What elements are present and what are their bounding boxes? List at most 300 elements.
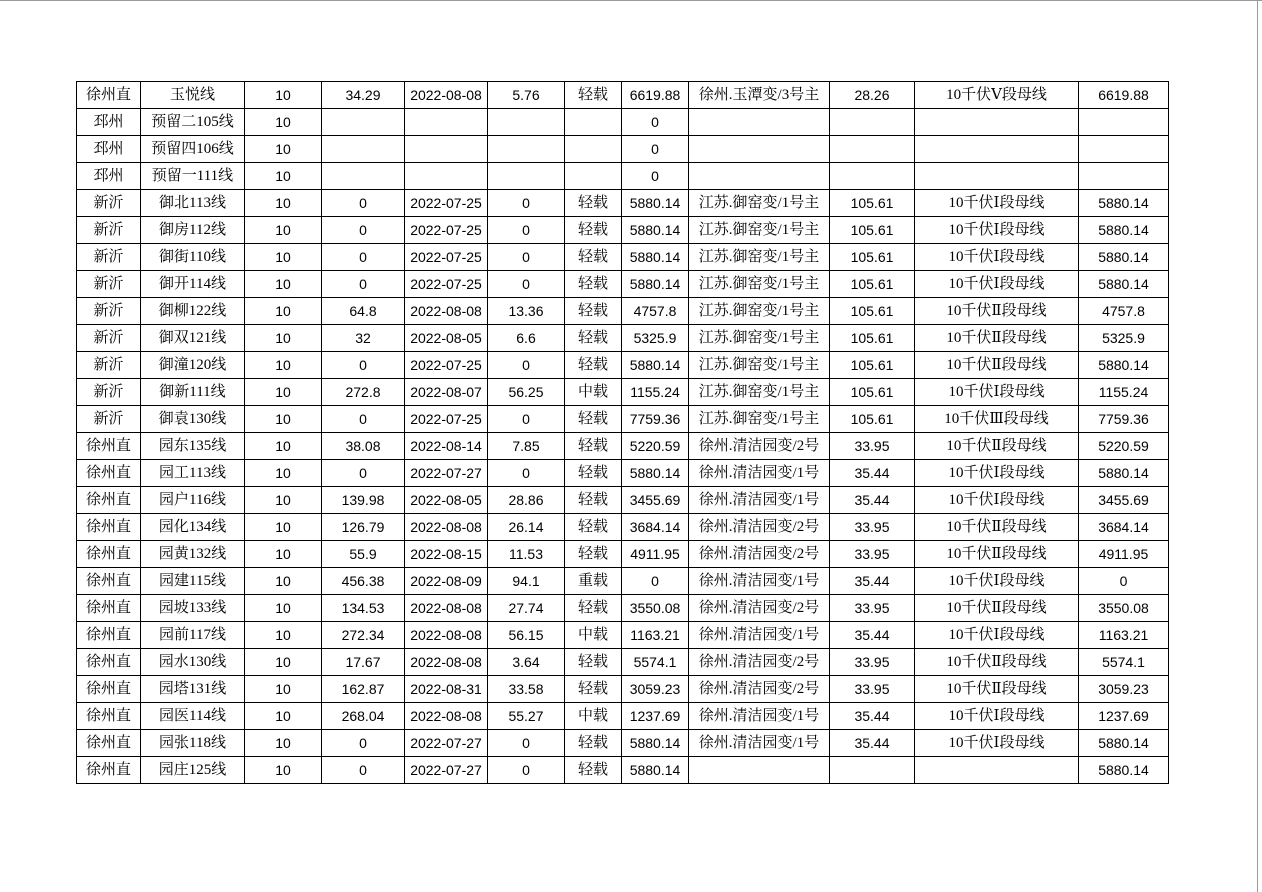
voltage-cell: 10: [245, 703, 322, 730]
available-capacity-cell: 1237.69: [622, 703, 689, 730]
date-cell: 2022-08-08: [405, 622, 488, 649]
load-rate-cell: 56.25: [488, 379, 565, 406]
voltage-cell: 10: [245, 298, 322, 325]
line-name-cell: 御新111线: [141, 379, 245, 406]
line-name-cell: 御袁130线: [141, 406, 245, 433]
busbar-cell: 10千伏Ⅰ段母线: [915, 217, 1079, 244]
table-row: [77, 244, 1169, 271]
remaining-capacity-cell: 5880.14: [1079, 190, 1169, 217]
voltage-cell: 10: [245, 109, 322, 136]
transformer-load-cell: 33.95: [830, 676, 915, 703]
current-cell: 32: [322, 325, 405, 352]
load-rate-cell: 94.1: [488, 568, 565, 595]
available-capacity-cell: 5880.14: [622, 190, 689, 217]
remaining-capacity-cell: 3684.14: [1079, 514, 1169, 541]
current-cell: 126.79: [322, 514, 405, 541]
line-name-cell: 御街110线: [141, 244, 245, 271]
date-cell: 2022-08-08: [405, 514, 488, 541]
region-cell: 徐州直: [77, 649, 141, 676]
region-cell: 徐州直: [77, 676, 141, 703]
available-capacity-cell: 5880.14: [622, 757, 689, 784]
line-name-cell: 玉悦线: [141, 82, 245, 109]
current-cell: 272.8: [322, 379, 405, 406]
load-status-cell: 轻载: [565, 244, 622, 271]
busbar-cell: 10千伏Ⅱ段母线: [915, 433, 1079, 460]
line-name-cell: 园医114线: [141, 703, 245, 730]
busbar-cell: 10千伏Ⅰ段母线: [915, 271, 1079, 298]
voltage-cell: 10: [245, 649, 322, 676]
page-border-top: [0, 0, 1262, 1]
date-cell: 2022-08-08: [405, 298, 488, 325]
busbar-cell: 10千伏Ⅰ段母线: [915, 568, 1079, 595]
load-status-cell: 轻载: [565, 325, 622, 352]
available-capacity-cell: 5880.14: [622, 730, 689, 757]
load-rate-cell: 0: [488, 217, 565, 244]
load-status-cell: 轻载: [565, 460, 622, 487]
load-status-cell: 轻载: [565, 487, 622, 514]
region-cell: 徐州直: [77, 568, 141, 595]
load-status-cell: 轻载: [565, 541, 622, 568]
date-cell: 2022-08-08: [405, 703, 488, 730]
load-rate-cell: 56.15: [488, 622, 565, 649]
date-cell: 2022-08-08: [405, 595, 488, 622]
date-cell: 2022-08-05: [405, 325, 488, 352]
transformer-load-cell: 35.44: [830, 622, 915, 649]
table-row: [77, 163, 1169, 190]
line-name-cell: 御房112线: [141, 217, 245, 244]
busbar-cell: 10千伏Ⅱ段母线: [915, 325, 1079, 352]
load-status-cell: 轻载: [565, 217, 622, 244]
load-status-cell: 轻载: [565, 730, 622, 757]
load-rate-cell: 0: [488, 190, 565, 217]
load-status-cell: 轻载: [565, 352, 622, 379]
region-cell: 新沂: [77, 217, 141, 244]
available-capacity-cell: 5880.14: [622, 460, 689, 487]
line-name-cell: 园庄125线: [141, 757, 245, 784]
substation-cell: 徐州.清洁园变/1号: [689, 460, 830, 487]
substation-cell: 江苏.御窑变/1号主: [689, 244, 830, 271]
table-row: [77, 136, 1169, 163]
current-cell: 0: [322, 190, 405, 217]
substation-cell: 徐州.清洁园变/1号: [689, 487, 830, 514]
busbar-cell: 10千伏Ⅰ段母线: [915, 379, 1079, 406]
load-rate-cell: 0: [488, 244, 565, 271]
table-row: [77, 757, 1169, 784]
load-rate-cell: 0: [488, 352, 565, 379]
region-cell: 徐州直: [77, 487, 141, 514]
date-cell: [405, 163, 488, 190]
load-status-cell: 轻载: [565, 271, 622, 298]
voltage-cell: 10: [245, 82, 322, 109]
region-cell: 徐州直: [77, 622, 141, 649]
transformer-load-cell: 105.61: [830, 271, 915, 298]
transformer-load-cell: 105.61: [830, 190, 915, 217]
load-rate-cell: 0: [488, 730, 565, 757]
available-capacity-cell: 5220.59: [622, 433, 689, 460]
voltage-cell: 10: [245, 514, 322, 541]
busbar-cell: [915, 109, 1079, 136]
remaining-capacity-cell: 1163.21: [1079, 622, 1169, 649]
transformer-load-cell: 33.95: [830, 595, 915, 622]
substation-cell: 江苏.御窑变/1号主: [689, 352, 830, 379]
busbar-cell: 10千伏Ⅲ段母线: [915, 406, 1079, 433]
available-capacity-cell: 4757.8: [622, 298, 689, 325]
date-cell: 2022-07-25: [405, 244, 488, 271]
busbar-cell: 10千伏Ⅰ段母线: [915, 460, 1079, 487]
table-row: [77, 325, 1169, 352]
busbar-cell: 10千伏Ⅱ段母线: [915, 649, 1079, 676]
table-row: [77, 82, 1169, 109]
table-row: [77, 514, 1169, 541]
load-status-cell: 轻载: [565, 298, 622, 325]
table-row: [77, 649, 1169, 676]
voltage-cell: 10: [245, 433, 322, 460]
substation-cell: 江苏.御窑变/1号主: [689, 217, 830, 244]
load-rate-cell: 26.14: [488, 514, 565, 541]
available-capacity-cell: 5325.9: [622, 325, 689, 352]
region-cell: 新沂: [77, 271, 141, 298]
substation-cell: 徐州.清洁园变/2号: [689, 676, 830, 703]
voltage-cell: 10: [245, 595, 322, 622]
current-cell: 0: [322, 757, 405, 784]
load-status-cell: 轻载: [565, 190, 622, 217]
substation-cell: 江苏.御窑变/1号主: [689, 325, 830, 352]
substation-cell: 徐州.清洁园变/2号: [689, 541, 830, 568]
current-cell: 272.34: [322, 622, 405, 649]
date-cell: 2022-08-08: [405, 82, 488, 109]
available-capacity-cell: 6619.88: [622, 82, 689, 109]
busbar-cell: 10千伏Ⅱ段母线: [915, 298, 1079, 325]
busbar-cell: 10千伏Ⅰ段母线: [915, 703, 1079, 730]
remaining-capacity-cell: 0: [1079, 568, 1169, 595]
voltage-cell: 10: [245, 487, 322, 514]
load-rate-cell: 27.74: [488, 595, 565, 622]
substation-cell: 江苏.御窑变/1号主: [689, 190, 830, 217]
remaining-capacity-cell: 5880.14: [1079, 460, 1169, 487]
table-row: [77, 622, 1169, 649]
current-cell: 17.67: [322, 649, 405, 676]
current-cell: 0: [322, 244, 405, 271]
busbar-cell: 10千伏Ⅱ段母线: [915, 514, 1079, 541]
region-cell: 新沂: [77, 190, 141, 217]
table-row: [77, 703, 1169, 730]
available-capacity-cell: 0: [622, 109, 689, 136]
current-cell: [322, 109, 405, 136]
region-cell: 新沂: [77, 379, 141, 406]
transformer-load-cell: 105.61: [830, 325, 915, 352]
busbar-cell: [915, 757, 1079, 784]
date-cell: [405, 109, 488, 136]
load-rate-cell: 33.58: [488, 676, 565, 703]
available-capacity-cell: 1155.24: [622, 379, 689, 406]
date-cell: 2022-07-25: [405, 271, 488, 298]
available-capacity-cell: 5880.14: [622, 271, 689, 298]
region-cell: 新沂: [77, 325, 141, 352]
current-cell: [322, 136, 405, 163]
load-status-cell: 轻载: [565, 82, 622, 109]
load-status-cell: 轻载: [565, 406, 622, 433]
region-cell: 邳州: [77, 136, 141, 163]
region-cell: 徐州直: [77, 82, 141, 109]
load-status-cell: 中载: [565, 703, 622, 730]
voltage-cell: 10: [245, 541, 322, 568]
substation-cell: [689, 757, 830, 784]
current-cell: [322, 163, 405, 190]
available-capacity-cell: 5880.14: [622, 244, 689, 271]
remaining-capacity-cell: 1237.69: [1079, 703, 1169, 730]
substation-cell: 徐州.清洁园变/2号: [689, 433, 830, 460]
busbar-cell: 10千伏Ⅰ段母线: [915, 730, 1079, 757]
available-capacity-cell: 5880.14: [622, 217, 689, 244]
remaining-capacity-cell: 5880.14: [1079, 271, 1169, 298]
line-name-cell: 御双121线: [141, 325, 245, 352]
load-status-cell: [565, 109, 622, 136]
line-name-cell: 御潼120线: [141, 352, 245, 379]
busbar-cell: 10千伏Ⅰ段母线: [915, 622, 1079, 649]
transformer-load-cell: 35.44: [830, 487, 915, 514]
substation-cell: 徐州.清洁园变/1号: [689, 568, 830, 595]
table-row: [77, 271, 1169, 298]
available-capacity-cell: 3684.14: [622, 514, 689, 541]
voltage-cell: 10: [245, 757, 322, 784]
load-rate-cell: 11.53: [488, 541, 565, 568]
line-name-cell: 御北113线: [141, 190, 245, 217]
line-name-cell: 园塔131线: [141, 676, 245, 703]
load-status-cell: 重载: [565, 568, 622, 595]
transformer-load-cell: 105.61: [830, 298, 915, 325]
voltage-cell: 10: [245, 217, 322, 244]
current-cell: 139.98: [322, 487, 405, 514]
substation-cell: 江苏.御窑变/1号主: [689, 379, 830, 406]
table-row: [77, 676, 1169, 703]
transformer-load-cell: 105.61: [830, 244, 915, 271]
available-capacity-cell: 5574.1: [622, 649, 689, 676]
table-row: [77, 406, 1169, 433]
load-status-cell: 中载: [565, 622, 622, 649]
line-name-cell: 园工113线: [141, 460, 245, 487]
current-cell: 0: [322, 730, 405, 757]
date-cell: 2022-07-27: [405, 460, 488, 487]
current-cell: 55.9: [322, 541, 405, 568]
load-rate-cell: 3.64: [488, 649, 565, 676]
substation-cell: 江苏.御窑变/1号主: [689, 271, 830, 298]
voltage-cell: 10: [245, 271, 322, 298]
substation-cell: 徐州.清洁园变/1号: [689, 622, 830, 649]
load-rate-cell: 7.85: [488, 433, 565, 460]
available-capacity-cell: 4911.95: [622, 541, 689, 568]
line-name-cell: 预留四106线: [141, 136, 245, 163]
load-status-cell: [565, 136, 622, 163]
available-capacity-cell: 7759.36: [622, 406, 689, 433]
remaining-capacity-cell: 5220.59: [1079, 433, 1169, 460]
substation-cell: 徐州.清洁园变/1号: [689, 703, 830, 730]
transformer-load-cell: 105.61: [830, 379, 915, 406]
remaining-capacity-cell: 5880.14: [1079, 244, 1169, 271]
remaining-capacity-cell: 5325.9: [1079, 325, 1169, 352]
busbar-cell: 10千伏Ⅰ段母线: [915, 190, 1079, 217]
transformer-load-cell: 33.95: [830, 649, 915, 676]
transformer-load-cell: 105.61: [830, 217, 915, 244]
remaining-capacity-cell: 4911.95: [1079, 541, 1169, 568]
region-cell: 徐州直: [77, 757, 141, 784]
current-cell: 64.8: [322, 298, 405, 325]
voltage-cell: 10: [245, 406, 322, 433]
date-cell: 2022-08-08: [405, 649, 488, 676]
available-capacity-cell: 3455.69: [622, 487, 689, 514]
current-cell: 0: [322, 271, 405, 298]
table-row: [77, 379, 1169, 406]
transformer-load-cell: 33.95: [830, 433, 915, 460]
remaining-capacity-cell: 3550.08: [1079, 595, 1169, 622]
busbar-cell: [915, 163, 1079, 190]
substation-cell: [689, 163, 830, 190]
line-name-cell: 御柳122线: [141, 298, 245, 325]
region-cell: 徐州直: [77, 703, 141, 730]
transformer-load-cell: [830, 136, 915, 163]
busbar-cell: [915, 136, 1079, 163]
table-row: [77, 190, 1169, 217]
transformer-load-cell: 33.95: [830, 514, 915, 541]
busbar-cell: 10千伏Ⅱ段母线: [915, 541, 1079, 568]
load-status-cell: 轻载: [565, 433, 622, 460]
remaining-capacity-cell: 3059.23: [1079, 676, 1169, 703]
load-rate-cell: 0: [488, 271, 565, 298]
region-cell: 徐州直: [77, 514, 141, 541]
available-capacity-cell: 0: [622, 136, 689, 163]
load-status-cell: [565, 163, 622, 190]
transformer-load-cell: 35.44: [830, 703, 915, 730]
load-rate-cell: [488, 109, 565, 136]
line-name-cell: 预留二105线: [141, 109, 245, 136]
line-name-cell: 园户116线: [141, 487, 245, 514]
transformer-load-cell: [830, 163, 915, 190]
date-cell: 2022-08-09: [405, 568, 488, 595]
available-capacity-cell: 1163.21: [622, 622, 689, 649]
region-cell: 新沂: [77, 244, 141, 271]
region-cell: 徐州直: [77, 433, 141, 460]
line-name-cell: 园化134线: [141, 514, 245, 541]
table-row: [77, 460, 1169, 487]
current-cell: 162.87: [322, 676, 405, 703]
busbar-cell: 10千伏Ⅱ段母线: [915, 352, 1079, 379]
date-cell: [405, 136, 488, 163]
remaining-capacity-cell: 7759.36: [1079, 406, 1169, 433]
page-border-right: [1257, 0, 1258, 892]
substation-cell: 徐州.清洁园变/2号: [689, 514, 830, 541]
substation-cell: 徐州.玉潭变/3号主: [689, 82, 830, 109]
current-cell: 0: [322, 217, 405, 244]
date-cell: 2022-07-25: [405, 406, 488, 433]
available-capacity-cell: 0: [622, 568, 689, 595]
load-rate-cell: 28.86: [488, 487, 565, 514]
region-cell: 邳州: [77, 163, 141, 190]
line-name-cell: 园坡133线: [141, 595, 245, 622]
busbar-cell: 10千伏Ⅱ段母线: [915, 595, 1079, 622]
line-name-cell: 御开114线: [141, 271, 245, 298]
load-status-cell: 轻载: [565, 649, 622, 676]
voltage-cell: 10: [245, 460, 322, 487]
voltage-cell: 10: [245, 136, 322, 163]
load-status-cell: 轻载: [565, 595, 622, 622]
load-rate-cell: 5.76: [488, 82, 565, 109]
region-cell: 新沂: [77, 298, 141, 325]
remaining-capacity-cell: 5880.14: [1079, 730, 1169, 757]
voltage-cell: 10: [245, 244, 322, 271]
load-status-cell: 轻载: [565, 757, 622, 784]
current-cell: 0: [322, 406, 405, 433]
transformer-load-cell: 35.44: [830, 730, 915, 757]
line-name-cell: 园水130线: [141, 649, 245, 676]
substation-cell: 徐州.清洁园变/2号: [689, 649, 830, 676]
table-row: [77, 298, 1169, 325]
region-cell: 徐州直: [77, 460, 141, 487]
feeder-load-table: [76, 81, 1169, 784]
load-rate-cell: [488, 163, 565, 190]
busbar-cell: 10千伏Ⅰ段母线: [915, 244, 1079, 271]
transformer-load-cell: 105.61: [830, 352, 915, 379]
region-cell: 徐州直: [77, 541, 141, 568]
current-cell: 38.08: [322, 433, 405, 460]
table-row: [77, 352, 1169, 379]
voltage-cell: 10: [245, 622, 322, 649]
busbar-cell: 10千伏Ⅱ段母线: [915, 676, 1079, 703]
substation-cell: 江苏.御窑变/1号主: [689, 298, 830, 325]
substation-cell: [689, 109, 830, 136]
table-row: [77, 217, 1169, 244]
available-capacity-cell: 0: [622, 163, 689, 190]
load-rate-cell: 0: [488, 460, 565, 487]
voltage-cell: 10: [245, 379, 322, 406]
date-cell: 2022-07-25: [405, 217, 488, 244]
available-capacity-cell: 3550.08: [622, 595, 689, 622]
load-status-cell: 中载: [565, 379, 622, 406]
voltage-cell: 10: [245, 352, 322, 379]
transformer-load-cell: 35.44: [830, 568, 915, 595]
table-row: [77, 595, 1169, 622]
load-rate-cell: 0: [488, 406, 565, 433]
date-cell: 2022-07-27: [405, 730, 488, 757]
voltage-cell: 10: [245, 163, 322, 190]
load-status-cell: 轻载: [565, 514, 622, 541]
remaining-capacity-cell: 5880.14: [1079, 352, 1169, 379]
table-row: [77, 109, 1169, 136]
remaining-capacity-cell: 6619.88: [1079, 82, 1169, 109]
table-row: [77, 433, 1169, 460]
transformer-load-cell: 33.95: [830, 541, 915, 568]
busbar-cell: 10千伏Ⅴ段母线: [915, 82, 1079, 109]
voltage-cell: 10: [245, 568, 322, 595]
current-cell: 134.53: [322, 595, 405, 622]
remaining-capacity-cell: [1079, 109, 1169, 136]
region-cell: 新沂: [77, 406, 141, 433]
date-cell: 2022-07-25: [405, 352, 488, 379]
line-name-cell: 预留一111线: [141, 163, 245, 190]
region-cell: 徐州直: [77, 595, 141, 622]
transformer-load-cell: 28.26: [830, 82, 915, 109]
transformer-load-cell: 35.44: [830, 460, 915, 487]
load-rate-cell: 6.6: [488, 325, 565, 352]
region-cell: 徐州直: [77, 730, 141, 757]
voltage-cell: 10: [245, 190, 322, 217]
region-cell: 新沂: [77, 352, 141, 379]
load-rate-cell: 13.36: [488, 298, 565, 325]
load-status-cell: 轻载: [565, 676, 622, 703]
current-cell: 0: [322, 460, 405, 487]
date-cell: 2022-08-05: [405, 487, 488, 514]
date-cell: 2022-08-31: [405, 676, 488, 703]
remaining-capacity-cell: 1155.24: [1079, 379, 1169, 406]
remaining-capacity-cell: 4757.8: [1079, 298, 1169, 325]
